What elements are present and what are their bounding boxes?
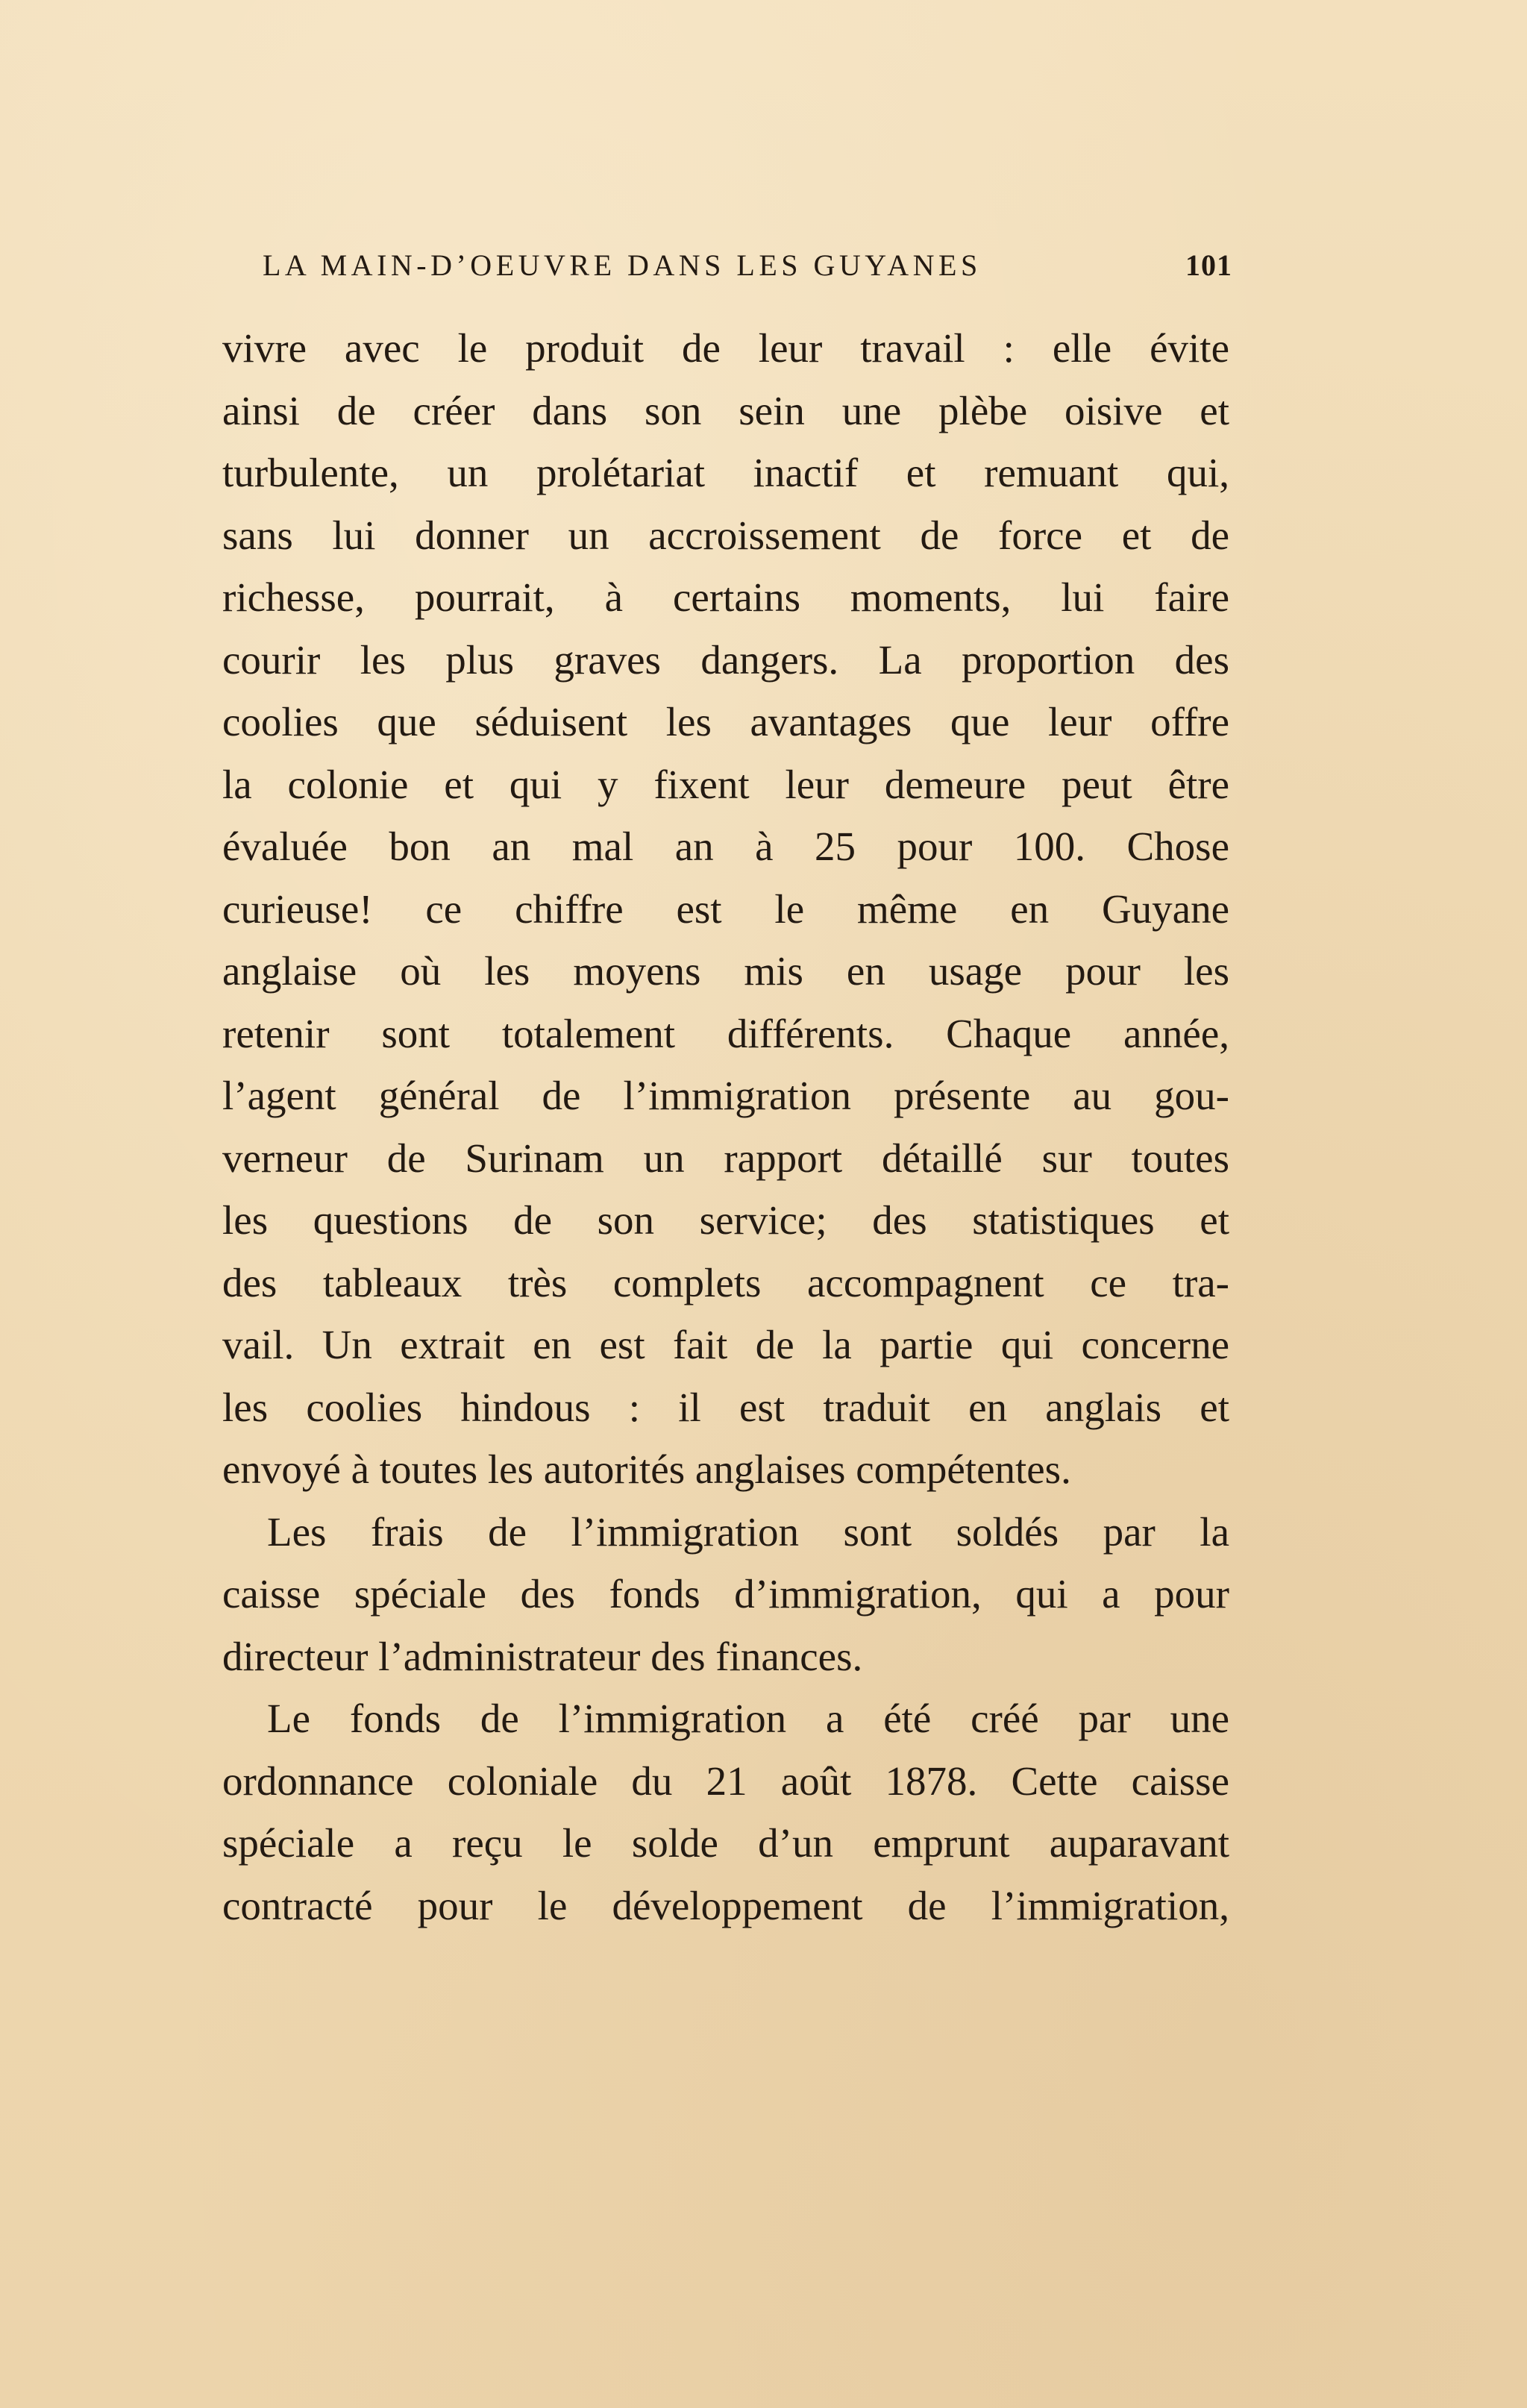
text-line: coolies que séduisent les avantages que leur offre xyxy=(222,699,1229,744)
text-line: retenir sont totalement différents. Chaque année, xyxy=(222,1010,1229,1056)
text-line: l’agent général de l’immigration présente au gou- xyxy=(222,1073,1229,1118)
text-line: verneur de Surinam un rapport détaillé sur toutes xyxy=(222,1135,1229,1181)
text-line: des tableaux très complets accompagnent ce tra- xyxy=(222,1259,1229,1305)
text-line: sans lui donner un accroissement de force et de xyxy=(222,512,1229,558)
text-line: spéciale a reçu le solde d’un emprunt auparavant xyxy=(222,1820,1229,1866)
page-number: 101 xyxy=(1185,248,1232,282)
paragraph-start-line: Les frais de l’immigration sont soldés par la xyxy=(267,1508,1229,1555)
text-line: la colonie et qui y fixent leur demeure peut être xyxy=(222,761,1229,807)
text-line: évaluée bon an mal an à 25 pour 100. Chose xyxy=(222,824,1229,869)
text-line: vail. Un extrait en est fait de la partie qui concerne xyxy=(222,1322,1229,1367)
text-line: curieuse! ce chiffre est le même en Guyane xyxy=(222,885,1229,932)
text-line: envoyé à toutes les autorités anglaises compétentes. xyxy=(222,1446,1071,1492)
running-title: LA MAIN-D’OEUVRE DANS LES GUYANES xyxy=(263,248,982,282)
paragraph-start-line: Le fonds de l’immigration a été créé par une xyxy=(267,1696,1229,1741)
text-line: vivre avec le produit de leur travail : elle évite xyxy=(222,325,1229,371)
text-line: contracté pour le développement de l’immigration, xyxy=(222,1882,1229,1928)
text-line: caisse spéciale des fonds d’immigration, qui a pour xyxy=(222,1571,1229,1617)
text-line: richesse, pourrait, à certains moments, lui faire xyxy=(222,574,1229,620)
text-line: anglaise où les moyens mis en usage pour les xyxy=(222,948,1229,994)
running-header xyxy=(263,248,1232,292)
body-text xyxy=(222,317,1229,1937)
text-line: les coolies hindous : il est traduit en anglais et xyxy=(222,1384,1229,1430)
text-line: les questions de son service; des statistiques et xyxy=(222,1197,1229,1243)
text-line: ainsi de créer dans son sein une plèbe oisive et xyxy=(222,387,1229,433)
text-line: directeur l’administrateur des finances. xyxy=(222,1633,863,1679)
text-line: courir les plus graves dangers. La proportion des xyxy=(222,636,1229,683)
text-line: turbulente, un prolétariat inactif et remuant qui, xyxy=(222,450,1229,495)
text-line: ordonnance coloniale du 21 août 1878. Cette caisse xyxy=(222,1758,1229,1804)
